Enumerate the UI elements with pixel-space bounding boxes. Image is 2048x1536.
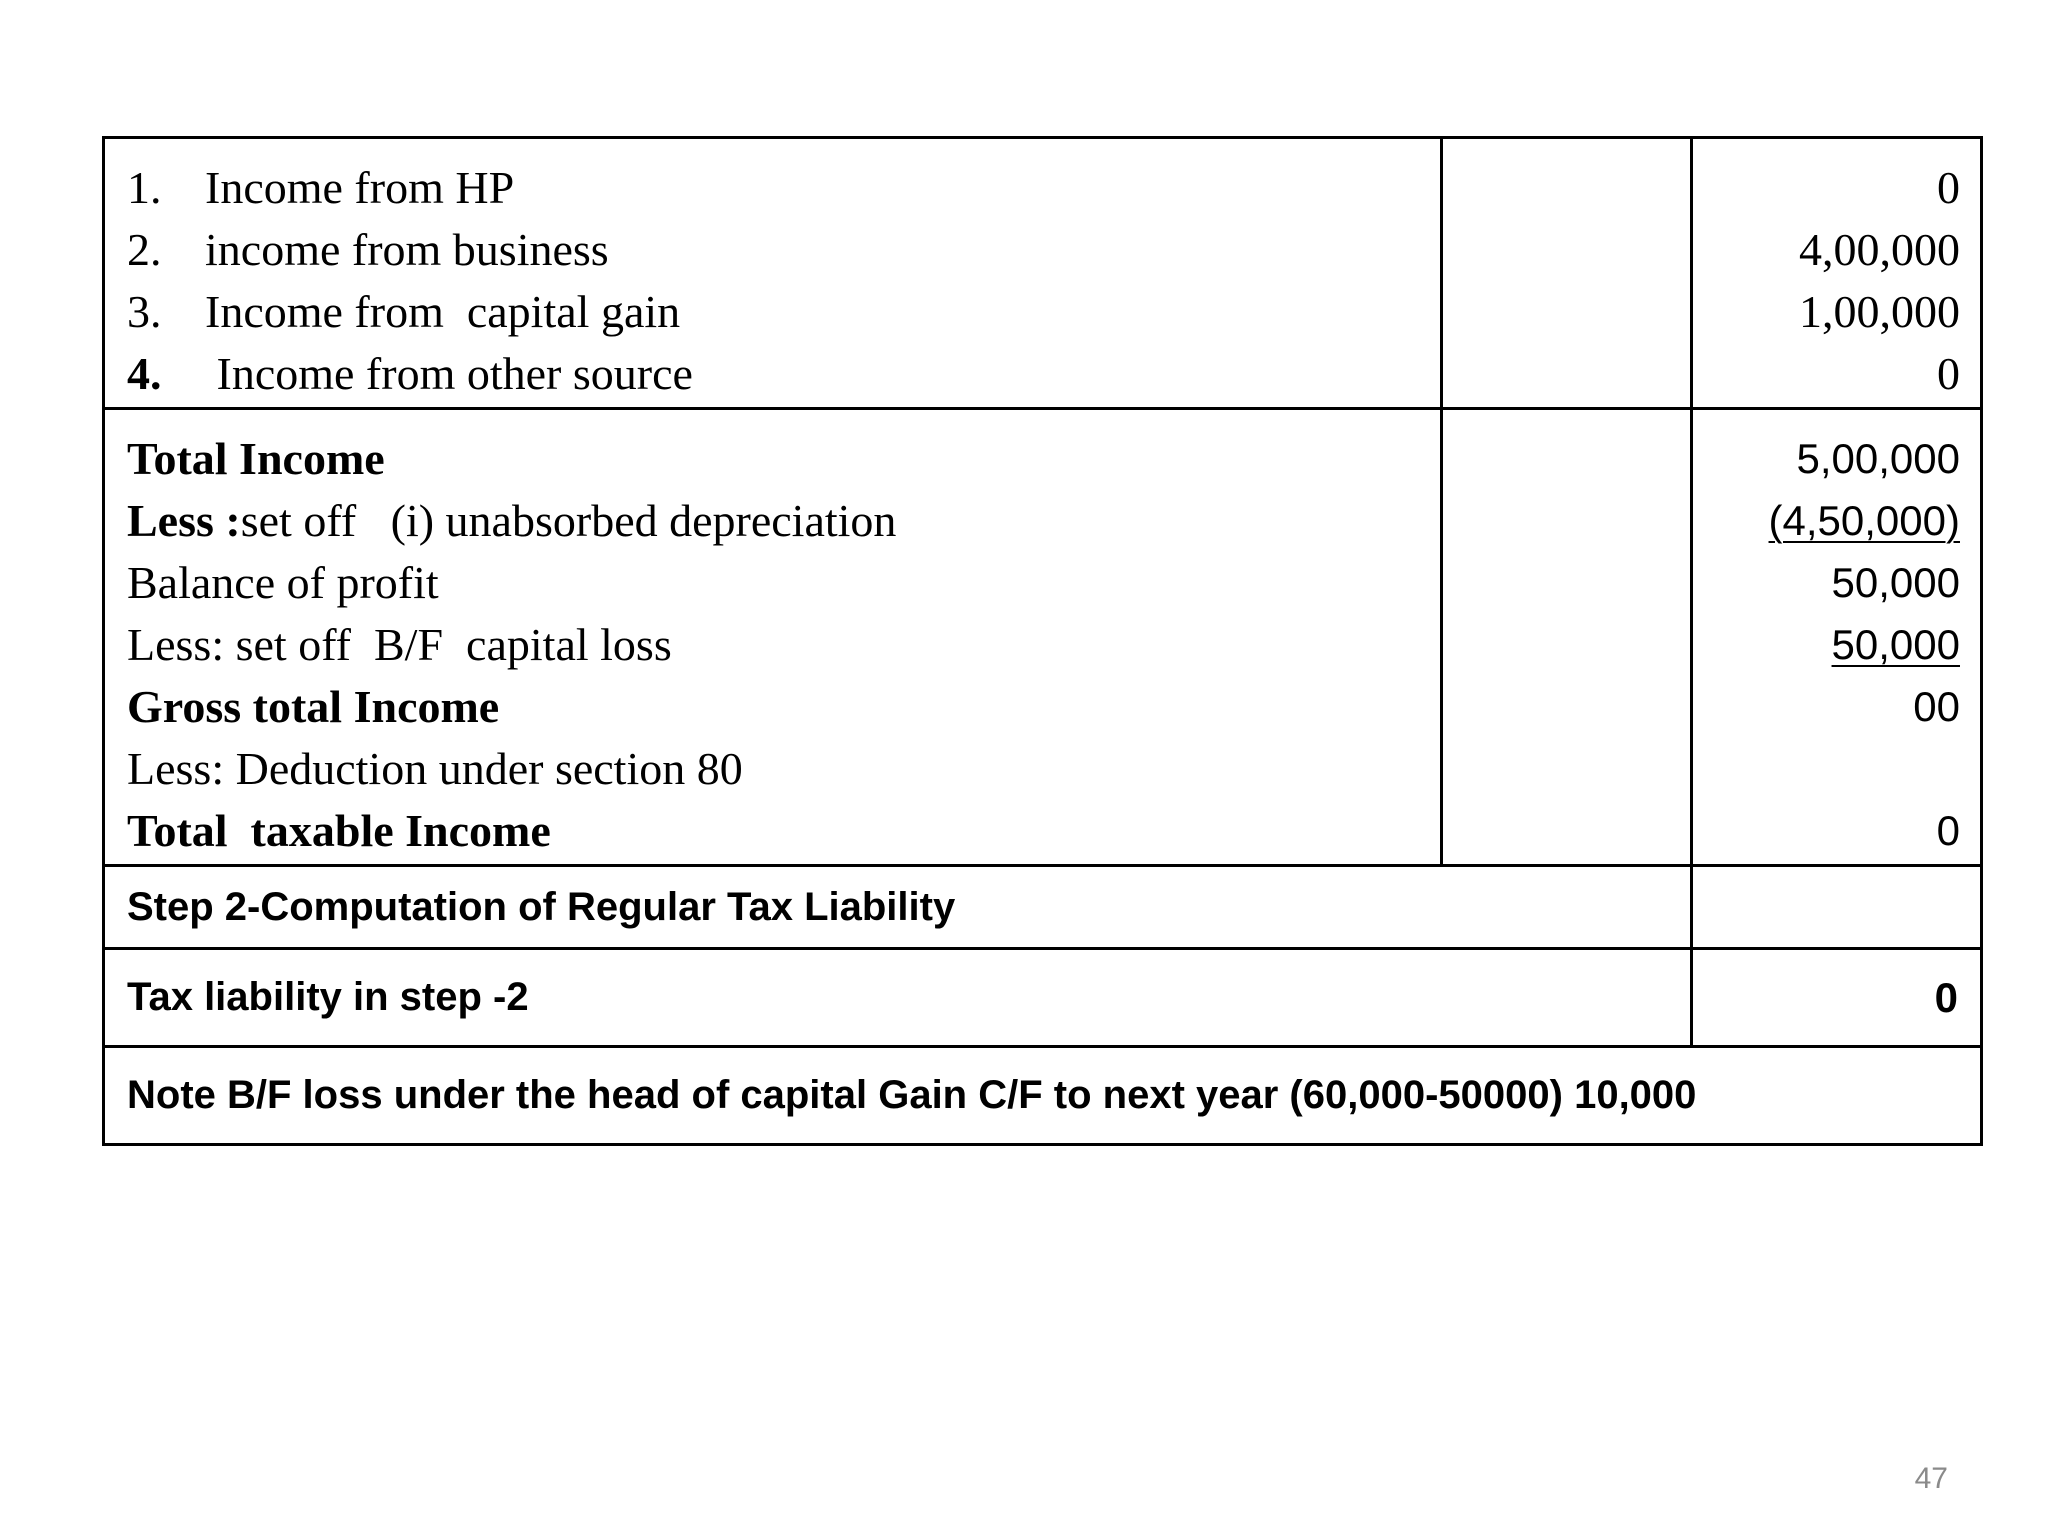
computation-row <box>104 409 1982 866</box>
deduction-label: Less: Deduction under section 80 <box>127 743 743 794</box>
note-row <box>104 1047 1982 1145</box>
tax-liability-label: Tax liability in step -2 <box>104 949 1692 1047</box>
gross-total-amount: 00 <box>1913 683 1960 730</box>
balance-amount: 50,000 <box>1831 559 1960 606</box>
step2-heading: Step 2-Computation of Regular Tax Liability <box>104 866 1692 949</box>
total-income-label: Total Income <box>127 433 385 484</box>
page-number: 47 <box>1914 1462 1948 1495</box>
empty-cell <box>1442 138 1692 409</box>
tax-liability-row <box>104 949 1982 1047</box>
step2-amount <box>1692 866 1982 949</box>
deduction-amount <box>1693 738 1960 800</box>
setoff-capital-loss-label: Less: set off B/F capital loss <box>127 619 672 670</box>
tax-computation-table <box>102 136 1983 1146</box>
list-item: 3. Income from capital gain <box>127 286 681 337</box>
amount: 1,00,000 <box>1799 286 1960 337</box>
total-income-amount: 5,00,000 <box>1796 435 1960 482</box>
income-heads-labels <box>104 138 1442 409</box>
amount: 4,00,000 <box>1799 224 1960 275</box>
total-taxable-label: Total taxable Income <box>127 805 551 856</box>
amount: 0 <box>1937 162 1960 213</box>
setoff-depreciation-amount: (4,50,000) <box>1768 497 1960 544</box>
income-heads-amounts <box>1692 138 1982 409</box>
step2-row <box>104 866 1982 949</box>
setoff-capital-loss-amount: 50,000 <box>1831 621 1960 668</box>
note-text: Note B/F loss under the head of capital Gain C/F to next year (60,000-50000) 10,000 <box>104 1047 1982 1145</box>
computation-amounts <box>1692 409 1982 866</box>
list-item: 1. Income from HP <box>127 162 515 213</box>
amount: 0 <box>1937 348 1960 399</box>
empty-cell <box>1442 409 1692 866</box>
balance-label: Balance of profit <box>127 557 439 608</box>
tax-liability-amount: 0 <box>1692 949 1982 1047</box>
list-item: 2. income from business <box>127 224 609 275</box>
list-item: 4. Income from other source <box>127 348 693 399</box>
income-heads-row <box>104 138 1982 409</box>
gross-total-label: Gross total Income <box>127 681 500 732</box>
setoff-depreciation-label: Less :set off (i) unabsorbed depreciation <box>127 495 897 546</box>
computation-labels <box>104 409 1442 866</box>
total-taxable-amount: 0 <box>1936 807 1960 854</box>
